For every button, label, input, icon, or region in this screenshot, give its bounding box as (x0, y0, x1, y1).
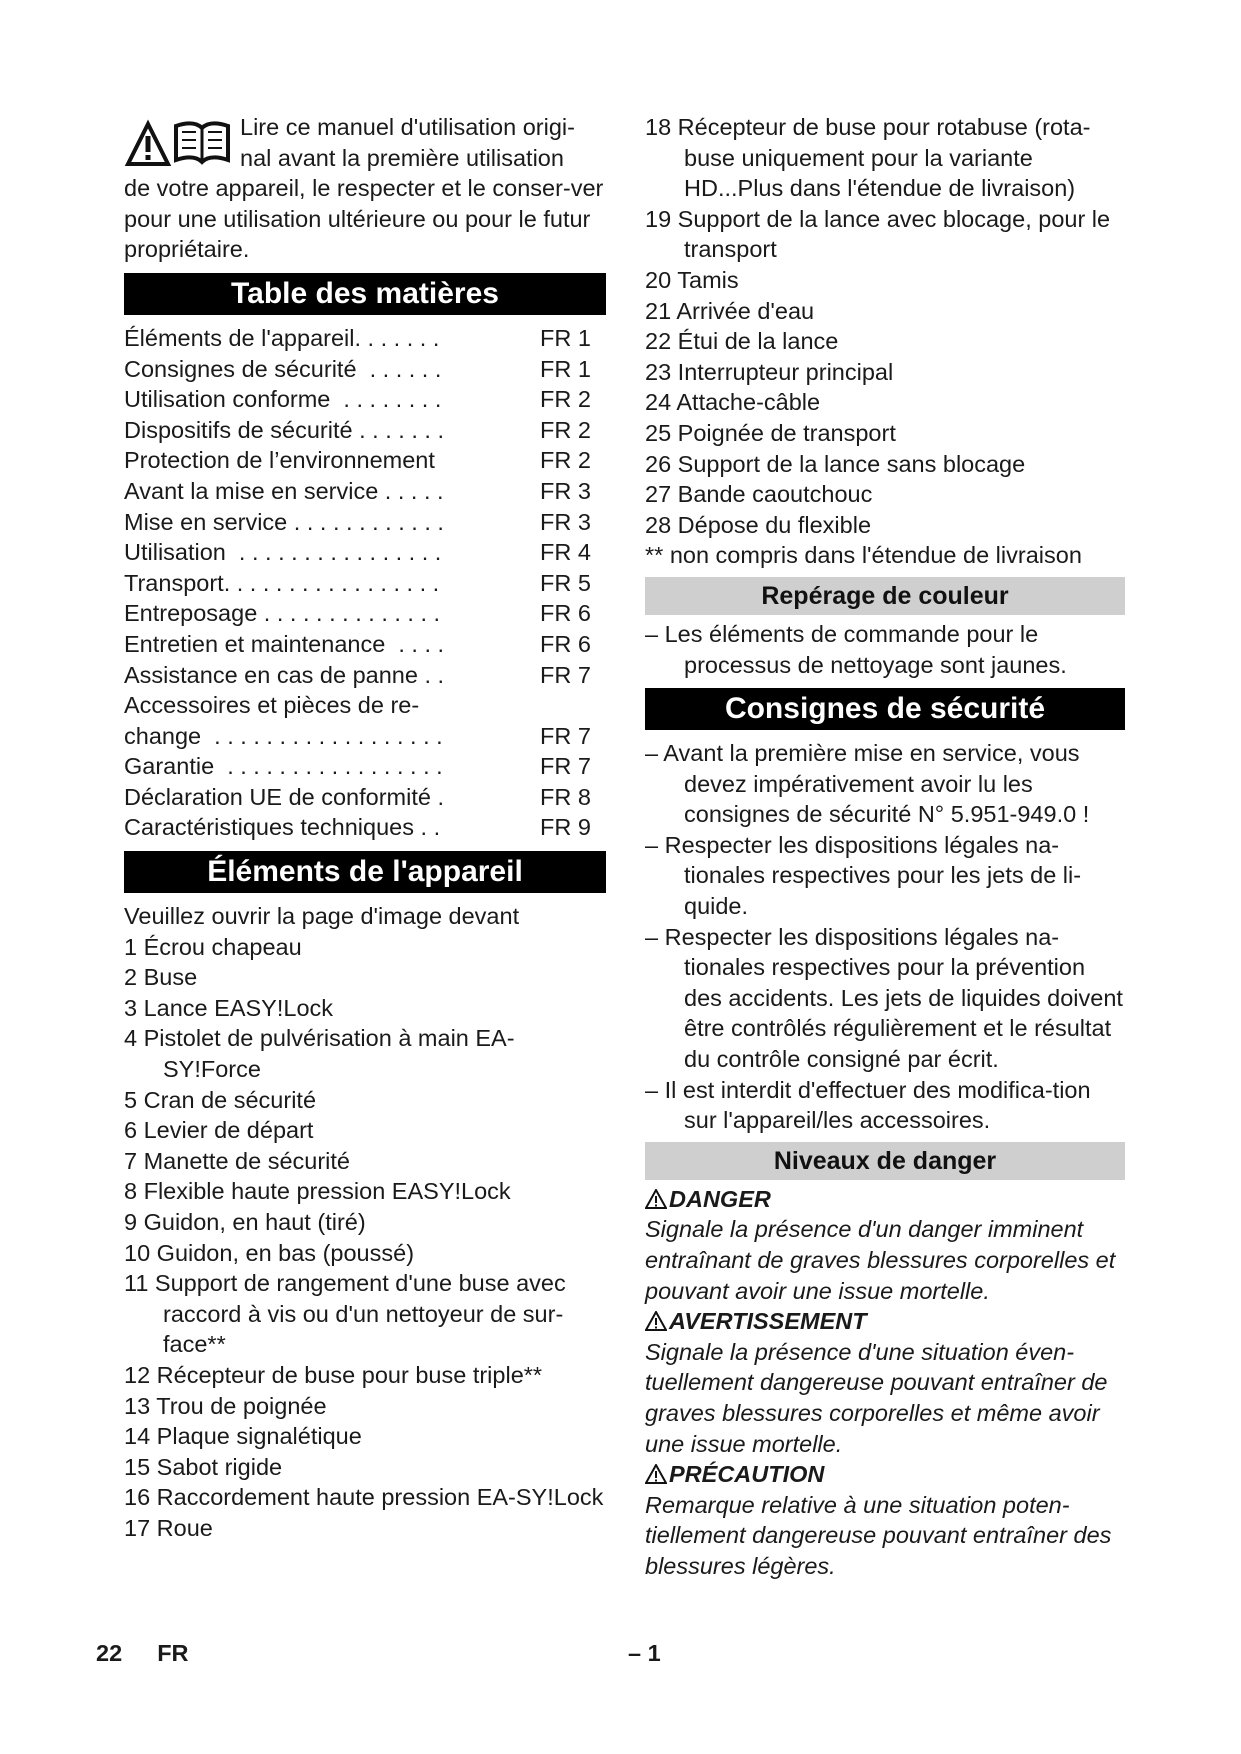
elements-list-left (124, 932, 606, 1544)
warning-label: AVERTISSEMENT (669, 1308, 867, 1335)
list-item: 23 Interrupteur principal (645, 358, 894, 385)
list-item: 14 Plaque signalétique (124, 1423, 362, 1450)
list-item: 24 Attache-câble (645, 389, 821, 416)
list-item: 28 Dépose du flexible (645, 511, 872, 538)
list-item: 2 Buse (124, 964, 198, 991)
caution-label: PRÉCAUTION (669, 1461, 825, 1488)
toc-entry[interactable]: Transport. . . . . . . . . . . . . . . . . FR 5 (124, 569, 591, 596)
left-column (124, 112, 606, 1544)
toc-entry[interactable]: Consignes de sécurité . . . . . . FR 1 (124, 355, 591, 382)
danger-level-danger (645, 1184, 1125, 1306)
caution-text: Remarque relative à une situation poten-tiellement dangereuse pouvant entraîner des blessures légères. (645, 1491, 1112, 1579)
intro-text-rest: de votre appareil, le respecter et le conser-ver pour une utilisation ultérieure ou pour le futur propriétaire. (124, 175, 604, 263)
footnote: ** non compris dans l'étendue de livraison (645, 542, 1082, 569)
list-item: 22 Étui de la lance (645, 328, 839, 355)
warning-icon (645, 1464, 667, 1484)
list-item: – Respecter les dispositions légales na-tionales respectives pour les jets de li-quide. (645, 831, 1082, 920)
list-item: 19 Support de la lance avec blocage, pour le transport (645, 205, 1111, 263)
list-item: 27 Bande caoutchouc (645, 481, 873, 508)
page-number: 22 (96, 1640, 123, 1666)
toc-entry-accessories[interactable]: Accessoires et pièces de re- change . . . . . . . . . . . . . . . . . . FR 7 (124, 692, 591, 749)
warning-and-manual-icon (124, 116, 236, 172)
section-page-number: – 1 (628, 1640, 661, 1666)
list-item: 25 Poignée de transport (645, 419, 896, 446)
safety-heading: Consignes de sécurité (645, 688, 1125, 730)
intro-text-first: Lire ce manuel d'utilisation origi- (240, 114, 575, 140)
toc-entry[interactable]: Utilisation conforme . . . . . . . . FR 2 (124, 386, 591, 413)
list-item: 4 Pistolet de pulvérisation à main EA-SY!Force (124, 1025, 515, 1083)
list-item: – Respecter les dispositions légales na-tionales respectives pour la prévention des accidents. Les jets de liquides doivent être contrôlés régulièrement et le résultat du contrôle consigné par écrit. (645, 923, 1123, 1073)
intro-text-second: nal avant la première utilisation (240, 144, 564, 171)
danger-level-caution (645, 1459, 1125, 1581)
list-item: – Avant la première mise en service, vous devez impérativement avoir lu les consignes de sécurité N° 5.951-949.0 ! (645, 740, 1090, 828)
color-coding-heading: Repérage de couleur (645, 577, 1125, 615)
list-item: 3 Lance EASY!Lock (124, 994, 334, 1021)
list-item: – Les éléments de commande pour le processus de nettoyage sont jaunes. (645, 620, 1067, 678)
list-item: 13 Trou de poignée (124, 1392, 327, 1419)
right-column (645, 112, 1125, 1582)
list-item: 5 Cran de sécurité (124, 1086, 317, 1113)
list-item: 11 Support de rangement d'une buse avec raccord à vis ou d'un nettoyeur de sur-face** (124, 1270, 566, 1358)
elements-intro: Veuillez ouvrir la page d'image devant (124, 903, 520, 930)
elements-list-right (645, 112, 1125, 571)
toc-entry[interactable]: Avant la mise en service . . . . . FR 3 (124, 477, 591, 504)
list-item: 16 Raccordement haute pression EA-SY!Lock (124, 1484, 604, 1511)
list-item: 21 Arrivée d'eau (645, 297, 815, 324)
list-item: 18 Récepteur de buse pour rotabuse (rota-buse uniquement pour la variante HD...Plus dans l'étendue de livraison) (645, 114, 1091, 202)
warning-icon (645, 1311, 667, 1331)
danger-label: DANGER (669, 1185, 771, 1212)
warning-text: Signale la présence d'une situation éven-tuellement dangereuse pouvant entraîner de graves blessures corporelles et même avoir une issue mortelle. (645, 1338, 1108, 1457)
toc-entry[interactable]: Caractéristiques techniques . . FR 9 (124, 814, 591, 841)
toc-list (124, 323, 606, 843)
list-item: 9 Guidon, en haut (tiré) (124, 1209, 366, 1235)
list-item: 26 Support de la lance sans blocage (645, 450, 1026, 477)
toc-entry[interactable]: Mise en service . . . . . . . . . . . . FR 3 (124, 508, 591, 535)
intro-paragraph (124, 112, 606, 265)
list-item: 17 Roue (124, 1514, 213, 1541)
toc-entry[interactable]: Protection de l’environnement FR 2 (124, 447, 591, 474)
list-item: – Il est interdit d'effectuer des modifica-tion sur l'appareil/les accessoires. (645, 1076, 1091, 1134)
toc-entry[interactable]: Garantie . . . . . . . . . . . . . . . . . FR 7 (124, 753, 591, 780)
toc-entry[interactable]: Entreposage . . . . . . . . . . . . . . FR 6 (124, 600, 591, 627)
toc-entry[interactable]: Entretien et maintenance . . . . FR 6 (124, 630, 591, 657)
list-item: 1 Écrou chapeau (124, 933, 302, 960)
danger-level-warning (645, 1306, 1125, 1459)
page-footer-left (96, 1640, 189, 1667)
list-item: 20 Tamis (645, 266, 739, 293)
danger-levels-heading: Niveaux de danger (645, 1142, 1125, 1180)
toc-entry[interactable]: Assistance en cas de panne . . FR 7 (124, 661, 591, 688)
toc-entry[interactable]: Éléments de l'appareil. . . . . . . FR 1 (124, 324, 591, 351)
danger-text: Signale la présence d'un danger imminent entraînant de graves blessures corporelles et pouvant avoir une issue mortelle. (645, 1216, 1116, 1304)
elements-heading: Éléments de l'appareil (124, 851, 606, 893)
toc-heading: Table des matières (124, 273, 606, 315)
toc-entry[interactable]: Utilisation . . . . . . . . . . . . . . . . FR 4 (124, 539, 591, 566)
list-item: 10 Guidon, en bas (poussé) (124, 1239, 415, 1266)
toc-entry[interactable]: Déclaration UE de conformité . FR 8 (124, 783, 591, 810)
list-item: 6 Levier de départ (124, 1117, 314, 1144)
list-item: 7 Manette de sécurité (124, 1147, 350, 1174)
list-item: 15 Sabot rigide (124, 1453, 283, 1480)
list-item: 12 Récepteur de buse pour buse triple** (124, 1361, 543, 1388)
language-code: FR (157, 1640, 189, 1666)
list-item: 8 Flexible haute pression EASY!Lock (124, 1178, 511, 1205)
warning-icon (645, 1189, 667, 1209)
toc-entry[interactable]: Dispositifs de sécurité . . . . . . . FR 2 (124, 416, 591, 443)
